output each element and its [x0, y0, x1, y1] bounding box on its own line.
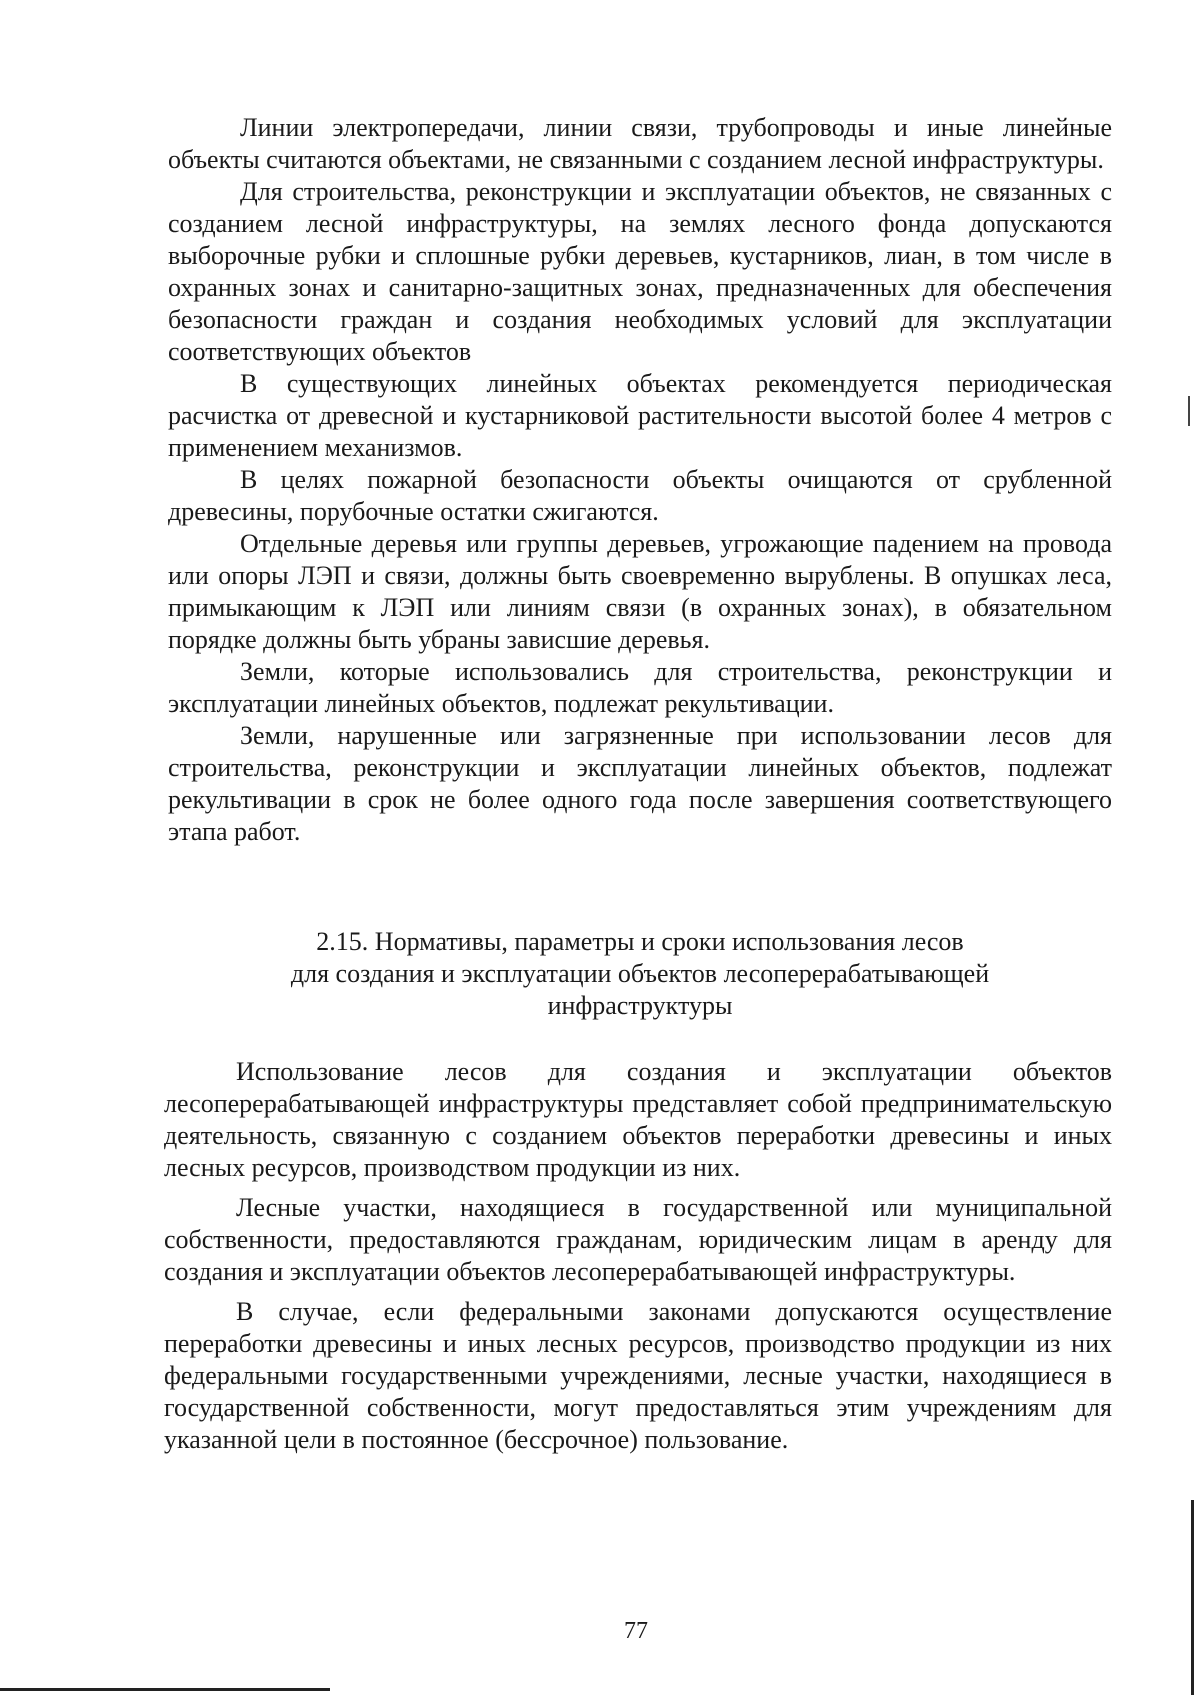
paragraph-threatening-trees: Отдельные деревья или группы деревьев, угрожающие падением на провода или опоры ЛЭП и связи, должны быть своевременно вырублены. В опушках леса, примыкающим к ЛЭП или линиям связи (в охранных зонах), в обязательном порядке должны быть убраны зависшие деревья.	[168, 529, 1112, 654]
paragraph-linear-objects: Линии электропередачи, линии связи, трубопроводы и иные линейные объекты считаются объектами, не связанными с созданием лесной инфраструктуры.	[168, 113, 1112, 174]
paragraph-processing-infrastructure: Использование лесов для создания и эксплуатации объектов лесоперерабатывающей инфраструктуры представляет собой предпринимательскую деятельность, связанную с созданием объектов переработки древесины и иных лесных ресурсов, производством продукции из них.	[164, 1057, 1112, 1182]
scan-edge-bottom	[0, 1688, 330, 1691]
section-heading-line-2: для создания и эксплуатации объектов лесоперерабатывающей	[290, 959, 990, 988]
paragraph-fire-safety: В целях пожарной безопасности объекты очищаются от срубленной древесины, порубочные остатки сжигаются.	[168, 465, 1112, 526]
paragraph-disturbed-land: Земли, нарушенные или загрязненные при использовании лесов для строительства, реконструкции и эксплуатации линейных объектов, подлежат рекультивации в срок не более одного года после завершения соответствующего этапа работ.	[168, 721, 1112, 846]
paragraph-clearing: В существующих линейных объектах рекомендуется периодическая расчистка от древесной и кустарниковой растительности высотой более 4 метров с применением механизмов.	[168, 369, 1112, 462]
page-number: 77	[624, 1618, 648, 1644]
bottom-text-block	[164, 1056, 1112, 1464]
paragraph-land-recultivation: Земли, которые использовались для строительства, реконструкции и эксплуатации линейных объектов, подлежат рекультивации.	[168, 657, 1112, 718]
paragraph-construction-felling: Для строительства, реконструкции и эксплуатации объектов, не связанных с созданием лесной инфраструктуры, на землях лесного фонда допускаются выборочные рубки и сплошные рубки деревьев, кустарников, лиан, в том числе в охранных зонах и санитарно-защитных зонах, предназначенных для обеспечения безопасности граждан и создания необходимых условий для эксплуатации соответствующих объектов	[168, 177, 1112, 366]
paragraph-federal-institutions: В случае, если федеральными законами допускаются осуществление переработки древесины и иных лесных ресурсов, производство продукции из них федеральными государственными учреждениями, лесные участки, находящиеся в государственной собственности, могут предоставляться этим учреждениям для указанной цели в постоянное (бессрочное) пользование.	[164, 1297, 1112, 1454]
section-heading-line-1: 2.15. Нормативы, параметры и сроки использования лесов	[316, 927, 964, 956]
top-text-block	[168, 112, 1112, 848]
scan-edge-mark	[1188, 396, 1190, 426]
section-heading	[168, 926, 1112, 1022]
section-heading-line-3: инфраструктуры	[547, 991, 733, 1020]
scan-edge-right	[1191, 1500, 1194, 1695]
paragraph-lease: Лесные участки, находящиеся в государственной или муниципальной собственности, предоставляются гражданам, юридическим лицам в аренду для создания и эксплуатации объектов лесоперерабатывающей инфраструктуры.	[164, 1193, 1112, 1286]
